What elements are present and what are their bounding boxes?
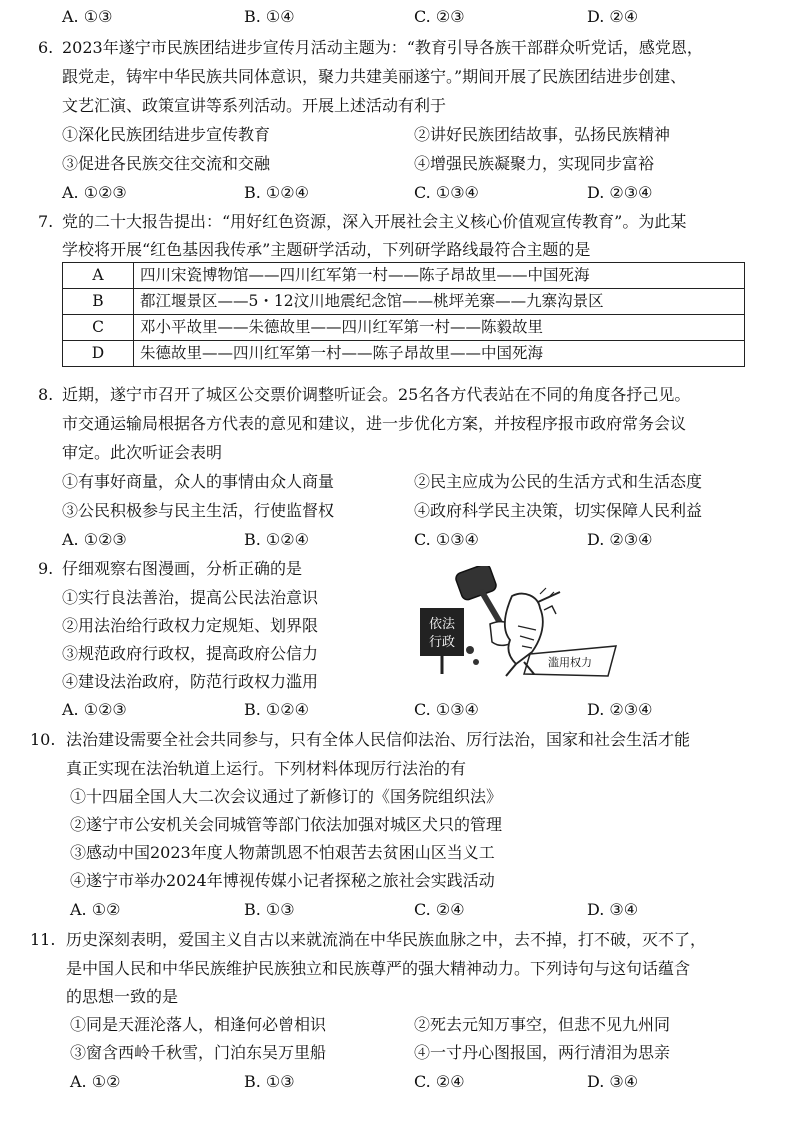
q9-item-3: ③规范政府行政权，提高政府公信力: [62, 644, 319, 663]
route-label: C: [63, 315, 134, 341]
q5-option-c: C. ②③: [414, 7, 465, 26]
q9-item-2: ②用法治给行政权力定规矩、划界限: [62, 616, 319, 635]
q5-option-b: B. ①④: [244, 7, 295, 26]
route-label: B: [63, 289, 134, 315]
q10-item-3: ③感动中国2023年度人物萧凯恩不怕艰苦去贫困山区当义工: [70, 843, 495, 862]
cartoon-sign-line2: 行政: [428, 635, 456, 650]
q11-stem-line2: 是中国人民和中华民族维护民族独立和民族尊严的强大精神动力。下列诗句与这句话蕴含: [66, 959, 691, 978]
route-text: 都江堰景区——5・12汶川地震纪念馆——桃坪羌寨——九寨沟景区: [134, 289, 745, 315]
q10-item-1: ①十四届全国人大二次会议通过了新修订的《国务院组织法》: [70, 787, 503, 806]
q10-item-2: ②遂宁市公安机关会同城管等部门依法加强对城区犬只的管理: [70, 815, 503, 834]
q11-item-2: ②死去元知万事空，但悲不见九州同: [414, 1015, 671, 1034]
q7-stem-line1: 党的二十大报告提出：“用好红色资源，深入开展社会主义核心价值观宣传教育”。为此某: [62, 212, 687, 231]
table-row: [63, 263, 745, 289]
cartoon-sign-line1: 依法: [428, 617, 456, 632]
q8-option-d: D. ②③④: [587, 530, 653, 549]
q8-item-4: ④政府科学民主决策，切实保障人民利益: [414, 501, 703, 520]
q5-option-a: A. ①③: [62, 7, 113, 26]
q5-option-d: D. ②④: [587, 7, 639, 26]
q11-number: 11.: [30, 930, 56, 949]
q11-item-3: ③窗含西岭千秋雪，门泊东吴万里船: [70, 1043, 327, 1062]
q9-option-a: A. ①②③: [62, 700, 127, 719]
q11-stem-line3: 的思想一致的是: [66, 987, 179, 1006]
q8-stem-line1: 近期，遂宁市召开了城区公交票价调整听证会。25名各方代表站在不同的角度各抒己见。: [62, 385, 691, 404]
table-row: [63, 341, 745, 367]
q10-number: 10.: [30, 730, 56, 749]
q6-item-1: ①深化民族团结进步宣传教育: [62, 125, 271, 144]
route-label: A: [63, 263, 134, 289]
q6-stem-line2: 跟党走，铸牢中华民族共同体意识，聚力共建美丽遂宁。”期间开展了民族团结进步创建、: [62, 67, 687, 86]
table-row: [63, 289, 745, 315]
q6-item-4: ④增强民族凝聚力，实现同步富裕: [414, 154, 655, 173]
q10-option-c: C. ②④: [414, 900, 465, 919]
q10-stem-line2: 真正实现在法治轨道上运行。下列材料体现厉行法治的有: [66, 759, 467, 778]
q9-stem: 仔细观察右图漫画，分析正确的是: [62, 559, 303, 578]
q11-option-c: C. ②④: [414, 1072, 465, 1091]
route-text: 朱德故里——四川红军第一村——陈子昂故里——中国死海: [134, 341, 745, 367]
q7-stem-line2: 学校将开展“红色基因我传承”主题研学活动，下列研学路线最符合主题的是: [62, 240, 591, 259]
q9-number: 9.: [38, 559, 54, 578]
q8-item-3: ③公民积极参与民主生活，行使监督权: [62, 501, 335, 520]
q10-option-b: B. ①③: [244, 900, 295, 919]
q9-option-d: D. ②③④: [587, 700, 653, 719]
cartoon-paper-label: 滥用权力: [548, 656, 592, 669]
q6-item-2: ②讲好民族团结故事，弘扬民族精神: [414, 125, 671, 144]
q6-stem-line3: 文艺汇演、政策宣讲等系列活动。开展上述活动有利于: [62, 96, 447, 115]
q6-stem-line1: 2023年遂宁市民族团结进步宣传月活动主题为：“教育引导各族干部群众听党话，感党恩，: [62, 38, 703, 57]
q9-item-1: ①实行良法善治，提高公民法治意识: [62, 588, 319, 607]
q6-option-d: D. ②③④: [587, 183, 653, 202]
q8-option-a: A. ①②③: [62, 530, 127, 549]
law-cartoon-image: [420, 566, 620, 680]
q6-number: 6.: [38, 38, 54, 57]
q8-item-2: ②民主应成为公民的生活方式和生活态度: [414, 472, 703, 491]
q8-stem-line3: 审定。此次听证会表明: [62, 443, 223, 462]
q11-option-a: A. ①②: [70, 1072, 121, 1091]
q7-route-table: [62, 262, 745, 367]
route-label: D: [63, 341, 134, 367]
q10-option-d: D. ③④: [587, 900, 639, 919]
q6-item-3: ③促进各民族交往交流和交融: [62, 154, 271, 173]
q11-option-d: D. ③④: [587, 1072, 639, 1091]
q6-option-b: B. ①②④: [244, 183, 309, 202]
table-row: [63, 315, 745, 341]
q10-stem-line1: 法治建设需要全社会共同参与，只有全体人民信仰法治、厉行法治，国家和社会生活才能: [66, 730, 691, 749]
q8-item-1: ①有事好商量，众人的事情由众人商量: [62, 472, 335, 491]
q8-stem-line2: 市交通运输局根据各方代表的意见和建议，进一步优化方案，并按程序报市政府常务会议: [62, 414, 687, 433]
q7-number: 7.: [38, 212, 54, 231]
q6-option-c: C. ①③④: [414, 183, 479, 202]
route-text: 四川宋瓷博物馆——四川红军第一村——陈子昂故里——中国死海: [134, 263, 745, 289]
q10-item-4: ④遂宁市举办2024年博视传媒小记者探秘之旅社会实践活动: [70, 871, 495, 890]
q9-option-b: B. ①②④: [244, 700, 309, 719]
q11-option-b: B. ①③: [244, 1072, 295, 1091]
q9-option-c: C. ①③④: [414, 700, 479, 719]
q11-item-4: ④一寸丹心图报国，两行清泪为思亲: [414, 1043, 671, 1062]
route-text: 邓小平故里——朱德故里——四川红军第一村——陈毅故里: [134, 315, 745, 341]
q10-option-a: A. ①②: [70, 900, 121, 919]
q11-stem-line1: 历史深刻表明，爱国主义自古以来就流淌在中华民族血脉之中，去不掉，打不破，灭不了，: [66, 930, 707, 949]
q6-option-a: A. ①②③: [62, 183, 127, 202]
q9-item-4: ④建设法治政府，防范行政权力滥用: [62, 672, 319, 691]
q8-option-c: C. ①③④: [414, 530, 479, 549]
q8-option-b: B. ①②④: [244, 530, 309, 549]
q11-item-1: ①同是天涯沦落人，相逢何必曾相识: [70, 1015, 327, 1034]
q8-number: 8.: [38, 385, 54, 404]
